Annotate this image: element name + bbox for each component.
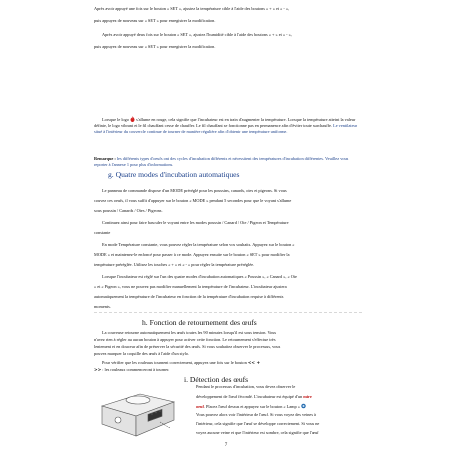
paragraph: » et « Pigeon », vous ne pouvez pas modifier manuellement la température de l'incubateur. L'incubateur ajustera <box>94 284 287 289</box>
paragraph: couvez ces oeufs, il vous suffit d'appuyer sur le bouton « MODE » pendant 5 secondes pour que le voyant s'allume <box>94 198 292 203</box>
mire-label: mire <box>303 394 312 399</box>
paragraph <box>196 394 364 400</box>
oeuf-label: oeuf <box>196 404 204 409</box>
paragraph: Continuez ainsi pour faire basculer le voyant entre les modes poussin / Canard / Oie / Pigeon et Température <box>102 220 289 225</box>
paragraph: En mode Température constante, vous pouvez régler la température selon vos souhaits. Appuyez sur le bouton « <box>102 242 295 247</box>
paragraph: puis appuyez de nouveau sur « SET » pour enregistrer la modification. <box>94 18 216 23</box>
paragraph: MODE » et maintenez-le enfoncé pour passer à ce mode. Appuyez ensuite sur le bouton « SET » pour modifier la <box>94 252 290 257</box>
paragraph: lentement et en douceur afin de préserver la sécurité des œufs. Si vous souhaitez observer le processus, vous <box>94 344 281 349</box>
lamp-button-icon <box>301 403 306 409</box>
section-g-heading: g. Quatre modes d'incubation automatiques <box>108 170 240 179</box>
paragraph: température préréglée. Utilisez les touches « + » et « - » pour régler la température préréglée. <box>94 262 255 267</box>
paragraph: pouvez marquer la coquille des œufs à l'aide d'un stylo. <box>94 351 190 356</box>
paragraph: constante <box>94 230 111 235</box>
page-number: 7 <box>224 443 228 448</box>
paragraph: voyez aucune veine et que l'intérieur est sombre, cela signifie que l'œuf <box>196 430 319 435</box>
paragraph-controls <box>94 360 362 367</box>
paragraph: moments. <box>94 304 111 309</box>
flame-logo-icon <box>130 116 135 122</box>
text: développement de l'œuf fécondé. L'incubateur est équipé d'un <box>196 394 303 399</box>
text: Lorsque le logo <box>102 117 129 122</box>
text: . Placez l'œuf dessus et appuyez sur le bouton « Lamp » <box>203 404 300 409</box>
paragraph: Après avoir appuyé une fois sur le bouton « SET », ajustez la température cible à l'aide des boutons « + » et « - », <box>94 6 290 11</box>
rotate-controls: << + <box>247 361 261 366</box>
remark-note <box>94 156 362 167</box>
text: Pour vérifier que les rouleaux tournent correctement, appuyez une fois sur le bouton <box>102 360 247 365</box>
remark-label: Remarque : <box>94 156 116 161</box>
paragraph: sous poussin / Canards / Oies / Pigeons. <box>94 208 163 213</box>
divider <box>94 312 362 313</box>
text: s'allume en rouge, cela signifie que l'incubateur est en train d'augmenter la température. Lorsque la température atteint la valeur définie, le logo vibrant et le fil chauffant cesse de chauffer. Le fil chauffant se fonctionne pas en permanence afin d'éviter toute surchauffe. <box>94 117 356 128</box>
paragraph: La couveuse retourne automatiquement les œufs toutes les 90 minutes lorsqu'il est sous tension. Vous <box>102 330 277 335</box>
paragraph: n'avez rien à régler au aucun bouton à appuyer pour activer cette fonction. Le retournement s'effectue très <box>94 337 276 342</box>
remark-text: les différents types d'oeufs ont des cycles d'incubation différents et nécessitent des températures d'incubation différentes. Veuillez vous reporter à l'annexe 1 pour plus d'informations. <box>94 156 349 167</box>
paragraph: l'intérieur, cela signifie que l'œuf se développe correctement. Si vous ne <box>196 421 320 426</box>
paragraph-logo <box>94 116 362 135</box>
text: Le ventilateur situé à l'intérieur du couvercle continue de tourner de manière régulière afin d'obtenir une température uniforme. <box>94 123 358 134</box>
paragraph: Après avoir appuyé deux fois sur le bouton « SET », ajustez l'humidité cible à l'aide des boutons « + » et « - », <box>102 32 292 37</box>
paragraph: Lorsque l'incubateur est réglé sur l'un des quatre modes d'incubation automatiques « Poussin », « Canard », « Oie <box>102 274 297 279</box>
paragraph <box>196 403 364 410</box>
forward-arrow: >> <box>94 368 102 373</box>
paragraph: puis appuyez de nouveau sur « SET » pour enregistrer la modification. <box>94 44 216 49</box>
text: : les rouleaux commenceront à tourner. <box>102 367 170 372</box>
paragraph: Le panneau de commande dispose d'un MODE préréglé pour les poussins, canards, oies et pigeons. Si vous <box>102 188 287 193</box>
incubator-illustration <box>94 384 180 444</box>
paragraph: Vous pouvez alors voir l'intérieur de l'œuf. Si vous voyez des veines à <box>196 412 316 417</box>
section-h-heading: h. Fonction de retournement des œufs <box>142 318 257 327</box>
paragraph: Pendant le processus d'incubation, vous devez observer le <box>196 384 296 389</box>
section-i-heading: i. Détection des œufs <box>184 375 249 384</box>
paragraph: automatiquement la température de l'incubateur en fonction de la température d'incubation requise à différents <box>94 294 284 299</box>
paragraph <box>94 367 362 374</box>
